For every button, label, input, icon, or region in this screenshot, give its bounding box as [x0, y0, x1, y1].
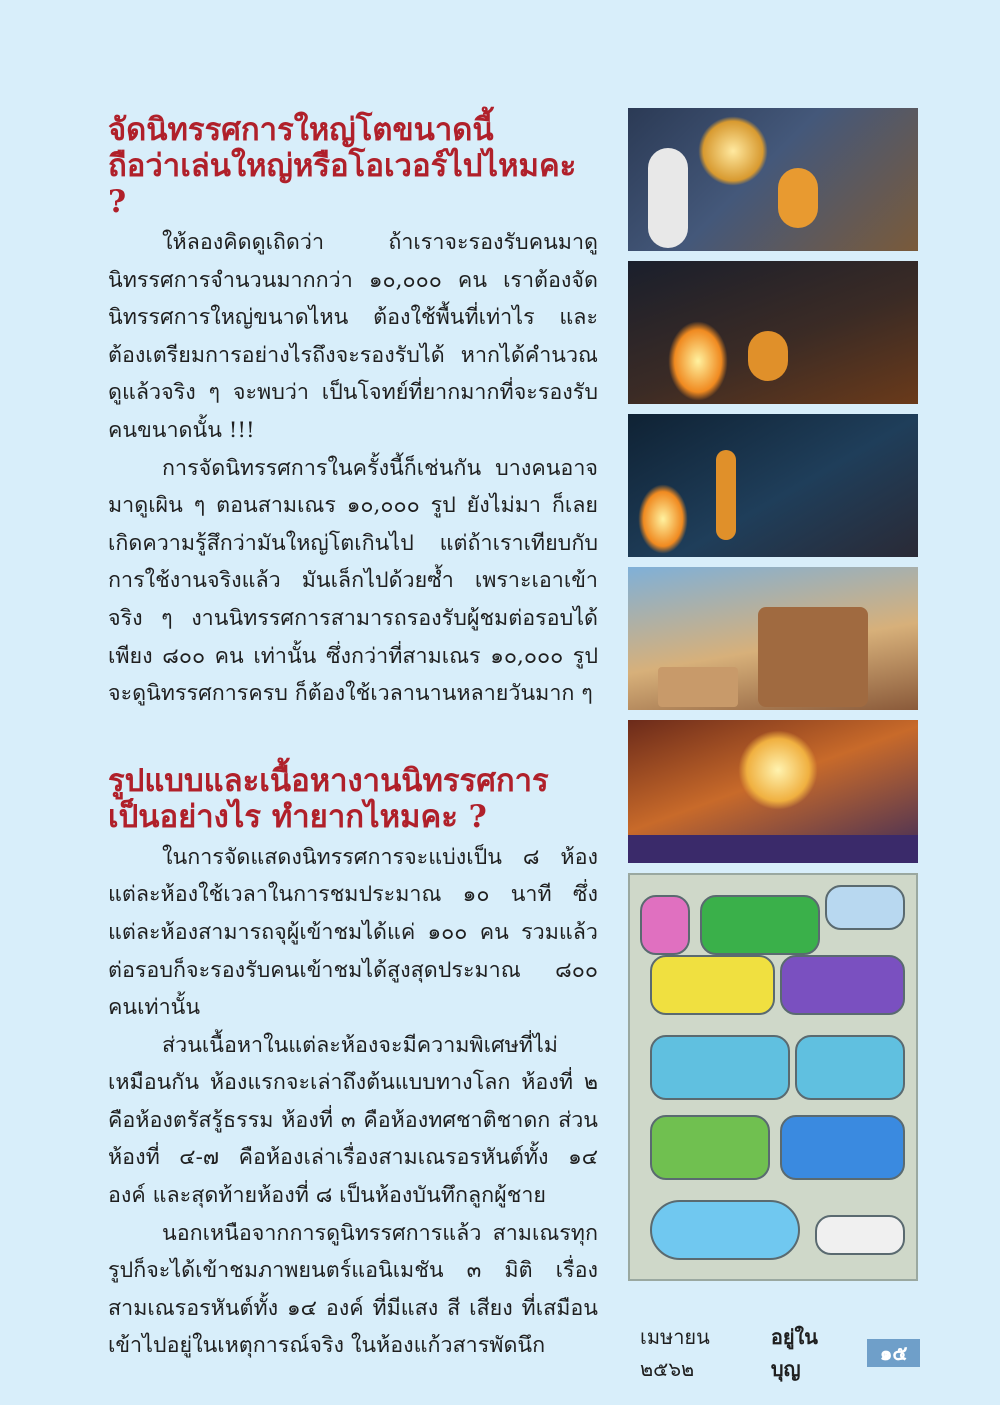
section1-paragraph-2: การจัดนิทรรศการในครั้งนี้ก็เช่นกัน บางคนอาจมาดูเผิน ๆ ตอนสามเณร ๑๐,๐๐๐ รูป ยังไม่มา ก็เลยเกิดความรู้สึกว่ามันใหญ่โตเกินไป แต่ถ้าเราเทียบกับการใช้งานจริงแล้ว มันเล็กไปด้วยซ้ำ เพราะเอาเข้าจริง ๆ งานนิทรรศการสามารถรองรับผู้ชมต่อรอบได้เพียง ๘๐๐ คน เท่านั้น ซึ่งกว่าที่สามเณร ๑๐,๐๐๐ รูป จะดูนิทรรศการครบ ก็ต้องใช้เวลานานหลายวันมาก ๆ — [108, 455, 598, 707]
section2-paragraph-2: ส่วนเนื้อหาในแต่ละห้องจะมีความพิเศษที่ไม่เหมือนกัน ห้องแรกจะเล่าถึงต้นแบบทางโลก ห้องที่ ๒ คือห้องตรัสรู้ธรรม ห้องที่ ๓ คือห้องทศชาติชาดก ส่วนห้องที่ ๔-๗ คือห้องเล่าเรื่องสามเณรอรหันต์ทั้ง ๑๔ องค์ และสุดท้ายห้องที่ ๘ เป็นห้องบันทึกลูกผู้ชาย — [108, 1032, 598, 1209]
section2-heading-line2: เป็นอย่างไร ทำยากไหมคะ ? — [108, 798, 487, 835]
image-column — [628, 108, 918, 1281]
section1-heading-line1: จัดนิทรรศการใหญ่โตขนาดนี้ — [108, 112, 494, 148]
illustration-buddha-audience — [628, 720, 918, 863]
section2-paragraph-1: ในการจัดแสดงนิทรรศการจะแบ่งเป็น ๘ ห้อง แต่ละห้องใช้เวลาในการชมประมาณ ๑๐ นาที ซึ่งแต่ละห้องสามารถจุผู้เข้าชมได้แค่ ๑๐๐ คน รวมแล้วต่อรอบก็จะรองรับคนเข้าชมได้สูงสุดประมาณ ๘๐๐ คนเท่านั้น — [108, 844, 598, 1021]
illustration-buddha-vision — [628, 108, 918, 251]
section1-heading-line2: ถือว่าเล่นใหญ่หรือโอเวอร์ไปไหมคะ ? — [108, 148, 577, 220]
section2-paragraph-3: นอกเหนือจากการดูนิทรรศการแล้ว สามเณรทุกรูปก็จะได้เข้าชมภาพยนตร์แอนิเมชัน ๓ มิติ เรื่อง สามเณรอรหันต์ทั้ง ๑๔ องค์ ที่มีแสง สี เสียง ที่เสมือนเข้าไปอยู่ในเหตุการณ์จริง ในห้องแก้วสารพัดนึก — [108, 1220, 598, 1359]
page-footer — [640, 1325, 920, 1381]
illustration-temple-gate — [628, 567, 918, 710]
magazine-name: อยู่ในบุญ — [770, 1325, 818, 1381]
section1-paragraph-1: ให้ลองคิดดูเถิดว่า ถ้าเราจะรองรับคนมาดูนิทรรศการจำนวนมากกว่า ๑๐,๐๐๐ คน เราต้องจัดนิทรรศการใหญ่ขนาดไหน ต้องใช้พื้นที่เท่าไร และต้องเตรียมการอย่างไรถึงจะรองรับได้ หากได้คำนวณดูแล้วจริง ๆ จะพบว่า เป็นโจทย์ที่ยากมากที่จะรองรับคนขนาดนั้น !!! — [108, 230, 598, 443]
section1-heading — [108, 112, 598, 220]
exhibition-floor-plan — [628, 873, 918, 1281]
article-text — [108, 112, 598, 1365]
page-number-badge: ๑๕ — [867, 1339, 920, 1367]
illustration-fire-crowd — [628, 261, 918, 404]
section2-heading-line1: รูปแบบและเนื้อหางานนิทรรศการ — [108, 762, 549, 799]
issue-month: เมษายน ๒๕๖๒ — [640, 1325, 710, 1381]
section2-heading — [108, 763, 598, 835]
illustration-monk-forest — [628, 414, 918, 557]
